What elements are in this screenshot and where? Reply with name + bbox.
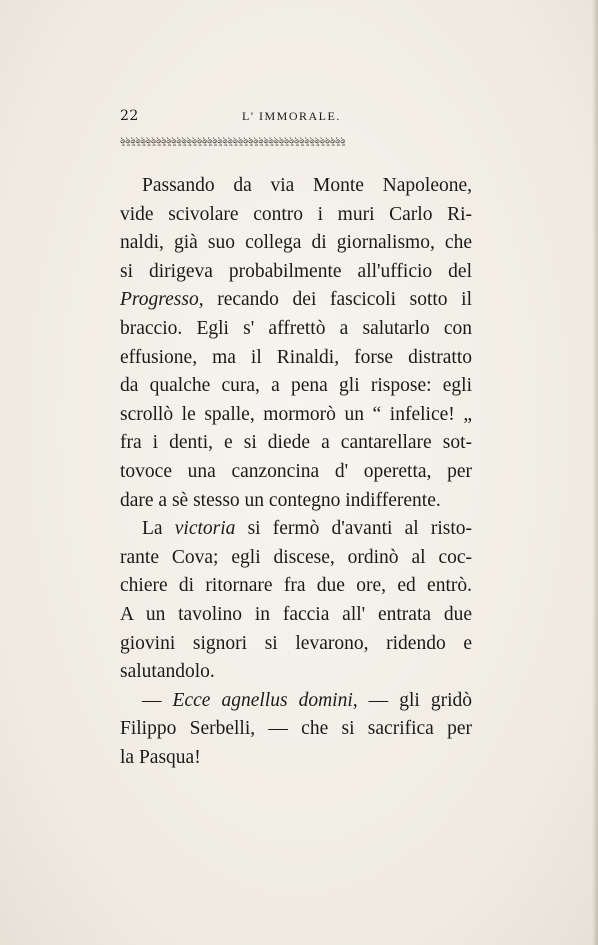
text-line xyxy=(120,229,472,258)
body-text xyxy=(120,172,472,772)
text-segment: scrollò le spalle, mormorò un “ infelice! „ xyxy=(120,403,472,425)
text-line xyxy=(120,201,472,230)
text-segment: naldi, già suo collega di giornalismo, che xyxy=(120,232,472,254)
text-line xyxy=(120,544,472,573)
text-segment: Passando da via Monte Napoleone, xyxy=(142,175,472,196)
text-segment: — xyxy=(142,689,173,711)
text-line xyxy=(120,315,472,344)
text-segment: vide scivolare contro i muri Carlo Ri- xyxy=(120,203,472,225)
text-segment: dare a sè stesso un contegno indifferente. xyxy=(120,489,441,511)
text-line xyxy=(120,658,472,687)
text-line xyxy=(120,687,472,716)
text-segment: rante Cova; egli discese, ordinò al coc- xyxy=(120,546,472,568)
decorative-rule: ৡৡৡৡৡৡৡৡৡৡৡৡৡৡৡৡৡৡৡৡৡৡৡৡৡৡৡৡৡৡৡৡৡৡৡৡৡৡৡৡৡৡৡৡ xyxy=(120,136,346,146)
italic-segment: Ecce agnellus domini, xyxy=(172,689,358,711)
italic-segment: victoria xyxy=(174,518,236,540)
text-segment: La xyxy=(142,518,175,540)
text-segment: chiere di ritornare fra due ore, ed entrò. xyxy=(120,575,472,597)
text-segment: recando dei fascicoli sotto il xyxy=(203,289,472,311)
text-segment: si fermò d'avanti al risto- xyxy=(235,518,472,540)
text-line xyxy=(120,429,472,458)
text-line xyxy=(120,744,472,773)
text-segment: — gli gridò xyxy=(357,689,473,711)
text-line xyxy=(120,572,472,601)
text-line xyxy=(120,487,472,516)
text-line xyxy=(120,715,472,744)
text-line xyxy=(120,286,472,315)
text-line xyxy=(120,458,472,487)
text-segment: giovini signori si levarono, ridendo e xyxy=(120,632,472,654)
text-line xyxy=(120,401,472,430)
text-segment: tovoce una canzoncina d' operetta, per xyxy=(120,460,472,482)
text-segment: Filippo Serbelli, — che si sacrifica per xyxy=(120,718,472,740)
text-segment: A un tavolino in faccia all' entrata due xyxy=(120,603,472,625)
text-line xyxy=(120,601,472,630)
page-number: 22 xyxy=(120,108,139,124)
text-segment: da qualche cura, a pena gli rispose: egli xyxy=(120,375,472,397)
text-segment: si dirigeva probabilmente all'ufficio del xyxy=(120,260,472,282)
text-line xyxy=(120,258,472,287)
text-segment: fra i denti, e si diede a cantarellare sot- xyxy=(120,432,472,454)
running-title: L' IMMORALE. xyxy=(242,109,341,123)
text-segment: salutandolo. xyxy=(120,661,215,683)
page-header xyxy=(120,108,472,130)
text-line xyxy=(120,344,472,373)
text-line xyxy=(120,172,472,201)
text-line xyxy=(120,630,472,659)
text-segment: effusione, ma il Rinaldi, forse distratto xyxy=(120,346,472,368)
page-edge-shadow xyxy=(592,0,598,945)
italic-segment: Progresso, xyxy=(120,289,204,311)
text-line xyxy=(120,515,472,544)
text-segment: la Pasqua! xyxy=(120,746,201,768)
text-line xyxy=(120,372,472,401)
text-segment: braccio. Egli s' affrettò a salutarlo con xyxy=(120,317,472,339)
